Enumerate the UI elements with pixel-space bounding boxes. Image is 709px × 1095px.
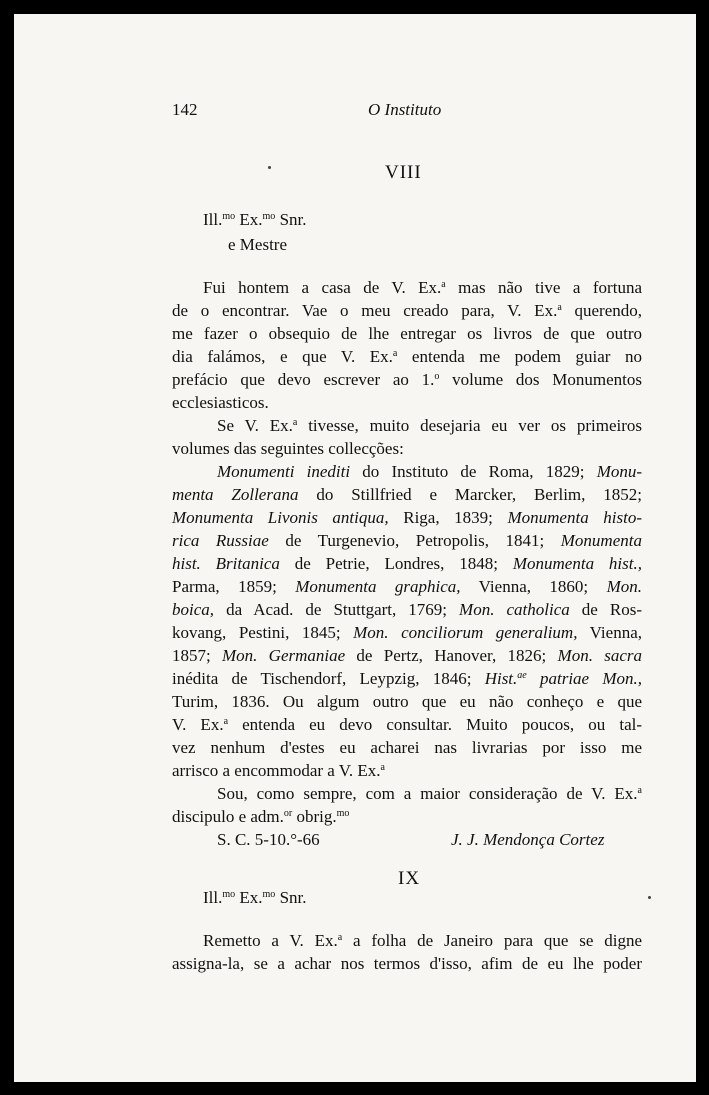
text-line: rica Russiae de Turgenevio, Petropolis, 1841; Monumenta [172,531,642,550]
section-numeral-viii: VIII [385,162,422,183]
section-numeral-ix: IX [398,868,421,889]
text-line: Turim, 1836. Ou algum outro que eu não conheço e que [172,692,642,711]
text-line: assigna-la, se a achar nos termos d'isso, afim de eu lhe poder [172,954,642,973]
text-line: arrisco a encommodar a V. Ex.$^a$ [172,761,385,780]
text-line: Sou, como sempre, com a maior consideração de V. Ex.$^a$ [217,784,642,803]
place-date: S. C. 5-10.°-66 [217,830,320,849]
salutation-ix: Ill.$^{mo}$ Ex.$^{mo}$ Snr. [203,888,307,907]
text-line: V. Ex.$^a$ entenda eu devo consultar. Muito poucos, ou tal- [172,715,642,734]
text-line: prefácio que devo escrever ao 1.$^o$ volume dos Monumentos [172,370,642,389]
signature: J. J. Mendonça Cortez [451,830,605,849]
text-line: vez nenhum d'estes eu acharei nas livrarias por isso me [172,738,642,757]
text-line: me fazer o obsequio de lhe entregar os livros de que outro [172,324,642,343]
running-title: O Instituto [368,100,442,119]
page-number: 142 [172,100,198,119]
text-line: hist. Britanica de Petrie, Londres, 1848; Monumenta hist., [172,554,642,573]
document-page [14,14,696,1082]
text-line: Monumenta Livonis antiqua, Riga, 1839; Monumenta histo- [172,508,642,527]
text-line: volumes das seguintes collecções: [172,439,404,458]
text-line: dia falámos, e que V. Ex.$^a$ entenda me podem guiar no [172,347,642,366]
text-line: Fui hontem a casa de V. Ex.$^a$ mas não tive a fortuna [203,278,642,297]
text-line: de o encontrar. Vae o meu creado para, V. Ex.$^a$ querendo, [172,301,642,320]
text-line: inédita de Tischendorf, Leypzig, 1846; Hist.$^{ae}$ patriae Mon., [172,669,642,688]
text-line: Monumenti inediti do Instituto de Roma, 1829; Monu- [217,462,643,481]
speck-mark [268,166,271,169]
text-line: boica, da Acad. de Stuttgart, 1769; Mon. catholica de Ros- [172,600,642,619]
text-line: kovang, Pestini, 1845; Mon. conciliorum generalium, Vienna, [172,623,642,642]
text-line: Se V. Ex.$^a$ tivesse, muito desejaria eu ver os primeiros [217,416,642,435]
text-line: discipulo e adm.$^{or}$ obrig.$^{mo}$ [172,807,350,826]
speck-mark [648,896,651,899]
salutation-viii: Ill.$^{mo}$ Ex.$^{mo}$ Snr. [203,210,307,229]
text-line: menta Zollerana do Stillfried e Marcker, Berlim, 1852; [172,485,642,504]
text-line: Remetto a V. Ex.$^a$ a folha de Janeiro para que se digne [203,931,642,950]
text-line: Parma, 1859; Monumenta graphica, Vienna, 1860; Mon. [172,577,642,596]
text-line: ecclesiasticos. [172,393,269,412]
text-line: 1857; Mon. Germaniae de Pertz, Hanover, 1826; Mon. sacra [172,646,642,665]
salutation-viii-line2: e Mestre [228,235,288,254]
